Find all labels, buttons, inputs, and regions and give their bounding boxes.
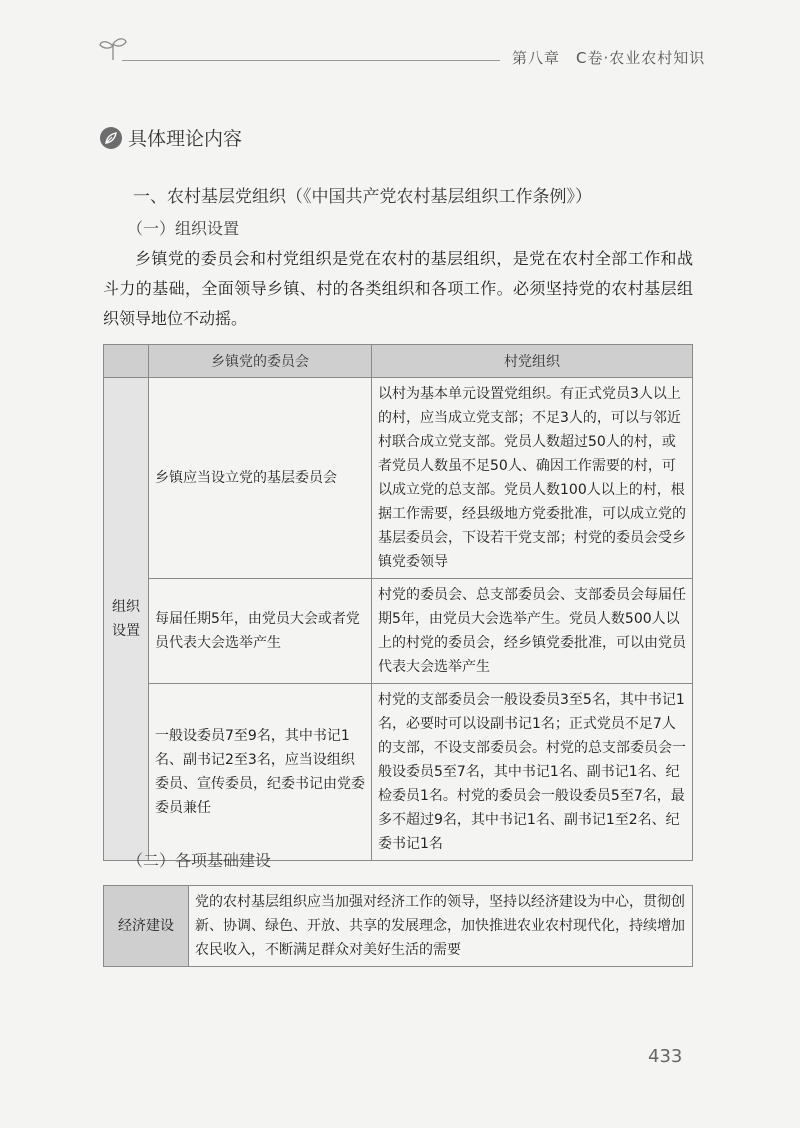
table-header-village: 村党组织: [372, 345, 693, 378]
econ-label: 经济建设: [104, 886, 189, 967]
table-header-row: [104, 345, 693, 378]
table-row: [104, 579, 693, 684]
heading-level2-org: （一）组织设置: [127, 219, 240, 238]
table-cell-township: 每届任期5年，由党员大会或者党员代表大会选举产生: [149, 579, 372, 684]
econ-table: [103, 885, 693, 967]
chapter-title: 第八章 C卷·农业农村知识: [512, 49, 706, 67]
section-bullet-icon: [100, 127, 122, 149]
table-row: [104, 378, 693, 579]
table-row: [104, 684, 693, 861]
section-heading: [100, 124, 242, 151]
section-title: 具体理论内容: [128, 128, 243, 150]
table-header-township: 乡镇党的委员会: [149, 345, 372, 378]
table-row: [104, 886, 693, 967]
table-cell-township: 乡镇应当设立党的基层委员会: [149, 378, 372, 579]
page-number: 433: [648, 1046, 683, 1067]
table-side-label: 组织设置: [104, 378, 149, 861]
header-divider: [122, 60, 500, 61]
org-setup-table: [103, 344, 693, 861]
table-cell-village: 村党的委员会、总支部委员会、支部委员会每届任期5年，由党员大会选举产生。党员人数500人以上的村党的委员会，经乡镇党委批准，可以由党员代表大会选举产生: [372, 579, 693, 684]
table-cell-village: 以村为基本单元设置党组织。有正式党员3人以上的村，应当成立党支部；不足3人的，可以与邻近村联合成立党支部。党员人数超过50人的村，或者党员人数虽不足50人、确因工作需要的村，可以成立党的总支部。党员人数100人以上的村，根据工作需要，经县级地方党委批准，可以成立党的基层委员会，下设若干党支部；村党的委员会受乡镇党委领导: [372, 378, 693, 579]
heading-level1: 一、农村基层党组织（《中国共产党农村基层组织工作条例》）: [133, 187, 592, 207]
table-cell-village: 村党的支部委员会一般设委员3至5名，其中书记1名，必要时可以设副书记1名；正式党员不足7人的支部，不设支部委员会。村党的总支部委员会一般设委员5至7名，其中书记1名、副书记1名、纪检委员1名。村党的委员会一般设委员5至7名，最多不超过9名，其中书记1名、副书记1至2名、纪委书记1名: [372, 684, 693, 861]
body-paragraph: 乡镇党的委员会和村党组织是党在农村的基层组织，是党在农村全部工作和战斗力的基础，全面领导乡镇、村的各类组织和各项工作。必须坚持党的农村基层组织领导地位不动摇。: [103, 249, 693, 328]
leaf-sprout-icon: [98, 36, 128, 62]
econ-text: 党的农村基层组织应当加强对经济工作的领导，坚持以经济建设为中心，贯彻创新、协调、绿色、开放、共享的发展理念，加快推进农业农村现代化，持续增加农民收入，不断满足群众对美好生活的需要: [189, 886, 693, 967]
heading-level2-construction: （二）各项基础建设: [127, 851, 272, 870]
table-cell-township: 一般设委员7至9名，其中书记1名、副书记2至3名，应当设组织委员、宣传委员，纪委书记由党委委员兼任: [149, 684, 372, 861]
table-header-blank: [104, 345, 149, 378]
